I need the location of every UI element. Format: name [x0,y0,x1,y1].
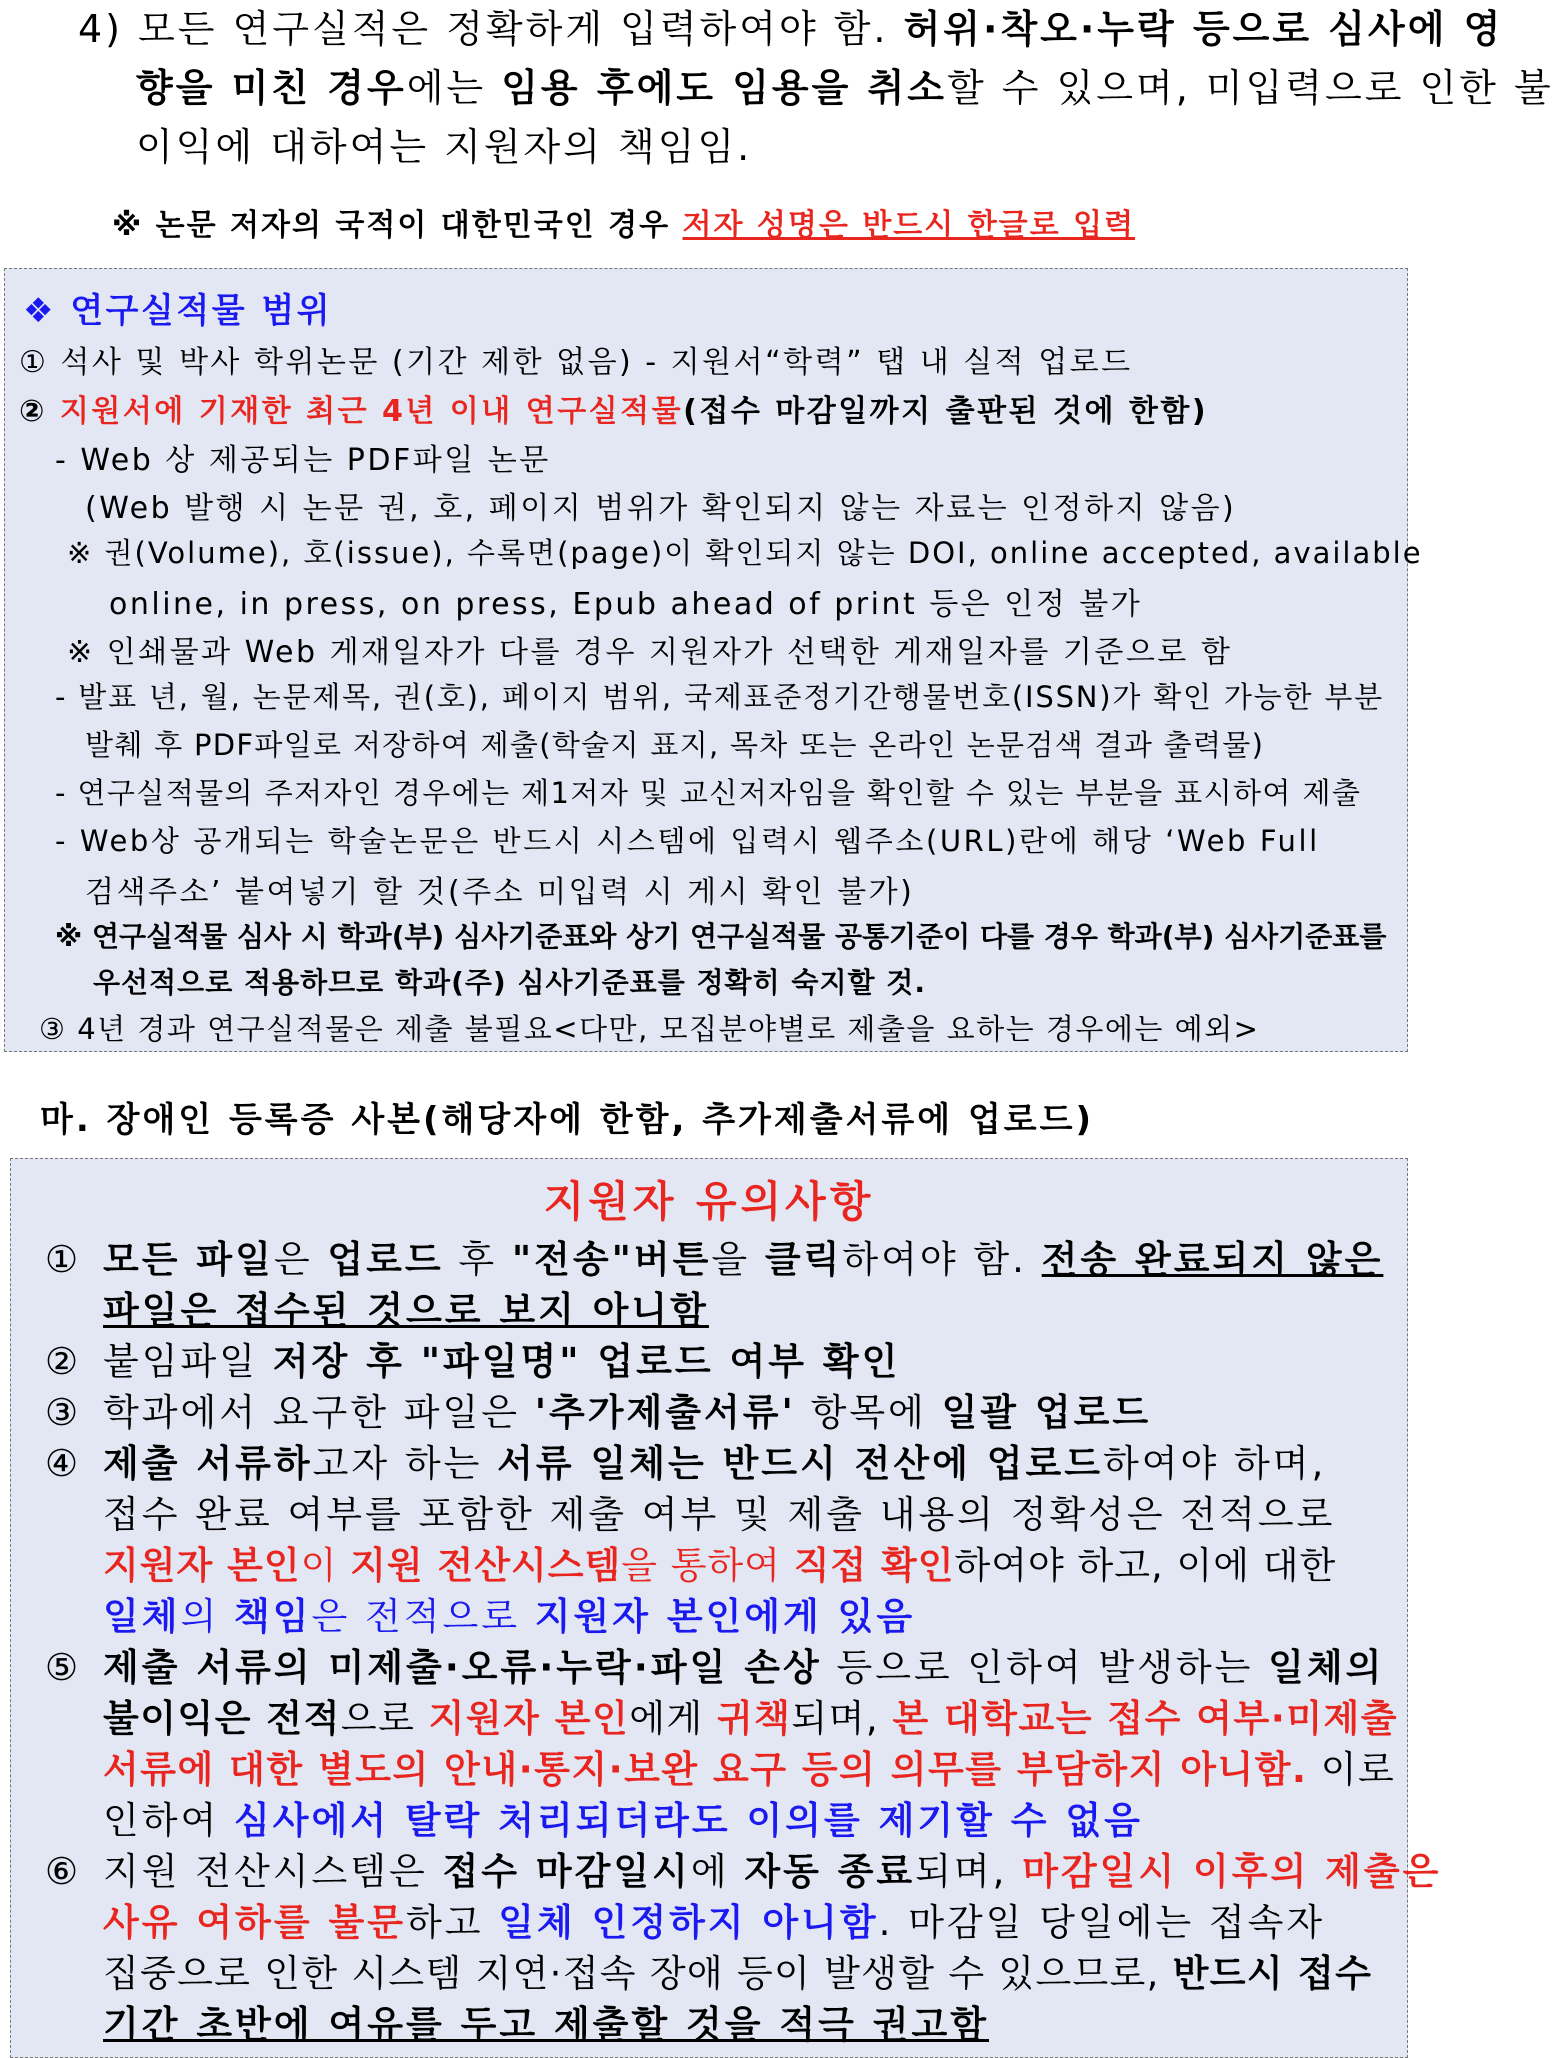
notice-text: "전송"버튼 [511,1238,712,1281]
notice-item-6-line-3 [11,1943,1372,1997]
notice-text: 은 [273,1238,328,1281]
notice-text: 항목에 [795,1391,942,1434]
notice-item-number: ① [45,1238,82,1281]
research-line-8: - 발표 년, 월, 논문제목, 권(호), 페이지 범위, 국제표준정기간행물번호(ISSN)가 확인 가능한 부분 [55,680,1384,714]
notice-text: 불이익은 전적 [103,1697,341,1740]
item-4-bold-text: 임용 후에도 임용을 취소 [501,66,947,110]
notice-text: 제출 서류의 미제출·오류·누락·파일 손상 [103,1646,822,1689]
research-line-12: 검색주소’ 붙여넣기 할 것(주소 미입력 시 게시 확인 불가) [85,875,915,910]
notice-text: 으로 [340,1697,429,1740]
notice-item-6-line-2 [11,1892,1325,1946]
notice-text: 사유 여하를 불문 [103,1901,406,1944]
notice-text: 붙임파일 [103,1340,273,1383]
notice-text: 학과에서 요구한 파일은 [103,1391,535,1434]
notice-item-4-line-3 [11,1535,1336,1589]
notice-text: 마감일시 이후의 제출은 [1022,1850,1442,1893]
notice-text: 일괄 업로드 [941,1391,1152,1434]
research-line-2-num: ② [19,394,60,429]
notice-item-1-line-2: 파일은 접수된 것으로 보지 아니함 [103,1289,709,1332]
research-line-10: - 연구실적물의 주저자인 경우에는 제1저자 및 교신저자임을 확인할 수 있는 부분을 표시하여 제출 [55,776,1362,810]
notice-text: 을 통하여 [621,1544,794,1587]
notice-text: 반드시 접수 [1172,1952,1373,1995]
notice-text: 하여야 함. [842,1238,1042,1281]
item-4-paragraph [78,0,1554,177]
research-line-13: ※ 연구실적물 심사 시 학과(부) 심사기준표와 상기 연구실적물 공통기준이 다를 경우 학과(부) 심사기준표를 [55,920,1387,953]
notice-text: 의 [180,1595,234,1638]
notice-text: 후 [443,1238,512,1281]
notice-text: 에게 [629,1697,717,1740]
notice-item-number: ⑤ [45,1646,82,1689]
item-4-line-1 [78,0,1504,59]
notice-text: 고자 하는 [312,1442,498,1485]
research-line-3: - Web 상 제공되는 PDF파일 논문 [55,443,551,478]
notice-text: 귀책 [716,1697,792,1740]
research-line-15: ③ 4년 경과 연구실적물은 제출 불필요<다만, 모집분야별로 제출을 요하는 경우에는 예외> [39,1012,1260,1046]
item-4-bold-text: 허위·착오·누락 등으로 심사에 영 [903,7,1504,51]
notice-text: 지원 전산시스템은 [103,1850,443,1893]
notice-text: 본 대학교는 접수 여부·미제출 [892,1697,1399,1740]
research-line-2-rest: (접수 마감일까지 출판된 것에 한함) [683,394,1209,429]
notice-text: 은 전적으로 [311,1595,535,1638]
research-line-2-red: 지원서에 기재한 최근 4년 이내 연구실적물 [59,394,684,429]
notice-item-2 [11,1331,900,1385]
notice-text: 자동 종료 [744,1850,916,1893]
note-text: ※ 논문 저자의 국적이 대한민국인 경우 [112,208,683,243]
note-emphasis: 저자 성명은 반드시 한글로 입력 [682,208,1136,243]
notice-text: 접수 마감일시 [442,1850,691,1893]
notice-text: 지원자 본인 [103,1544,301,1587]
notice-item-6-line-1 [11,1841,1441,1895]
notice-text: 을 [711,1238,765,1281]
notice-text: 하고 [405,1901,499,1944]
notice-text: 책임 [234,1595,312,1638]
item-4-text: 4) 모든 연구실적은 정확하게 입력하여야 함. [78,7,904,51]
item-4-line-2 [78,59,1554,118]
notice-text: 등으로 인하여 발생하는 [821,1646,1269,1689]
notice-text: 저장 후 "파일명" 업로드 여부 확인 [272,1340,901,1383]
notice-text: 직접 확인 [793,1544,955,1587]
notice-text: 지원자 본인 [428,1697,630,1740]
notice-text: 업로드 [327,1238,444,1281]
notice-text: 서류에 대한 별도의 안내·통지·보완 요구 등의 의무를 부담하지 아니함. [103,1748,1308,1791]
notice-title: 지원자 유의사항 [543,1177,875,1226]
notice-item-5-line-1 [11,1637,1384,1691]
notice-item-number: ② [45,1340,82,1383]
notice-text: 이 [300,1544,351,1587]
notice-text: 서류 일체는 반드시 전산에 업로드 [497,1442,1104,1485]
item-4-line-3: 이익에 대하여는 지원자의 책임임. [136,125,753,169]
research-line-9: 발췌 후 PDF파일로 저장하여 제출(학술지 표지, 목차 또는 온라인 논문검색 결과 출력물) [85,728,1265,762]
research-line-5: ※ 권(Volume), 호(issue), 수록면(page)이 확인되지 않는 DOI, online accepted, available [67,536,1423,570]
notice-text: 제출 서류하 [103,1442,313,1485]
notice-item-5-line-3 [11,1739,1395,1793]
notice-text: 일체 [103,1595,181,1638]
notice-item-5-line-4 [11,1790,1143,1844]
notice-text: 전송 완료되지 않은 [1041,1238,1384,1281]
notice-item-number: ⑥ [45,1850,82,1893]
notice-text: 클릭 [764,1238,843,1281]
notice-text: 하여야 하고, 이에 대한 [954,1544,1337,1587]
notice-text: 이로 [1307,1748,1396,1791]
research-line-6: online, in press, on press, Epub ahead of print 등은 인정 불가 [109,587,1143,622]
research-line-1: ① 석사 및 박사 학위논문 (기간 제한 없음) - 지원서“학력” 탭 내 실적 업로드 [19,345,1133,380]
research-line-2 [19,386,1208,430]
notice-item-4-line-1 [11,1433,1326,1487]
notice-text: 되며, [791,1697,893,1740]
notice-text: 하여야 하며, [1103,1442,1327,1485]
notice-text: . 마감일 당일에는 접속자 [878,1901,1326,1944]
notice-text: 인하여 [103,1799,234,1842]
research-line-14: 우선적으로 적용하므로 학과(주) 심사기준표를 정확히 숙지할 것. [93,966,926,999]
research-scope-box [4,268,1423,1052]
notice-text: 지원 전산시스템 [350,1544,622,1587]
notice-text: 에 [690,1850,745,1893]
notice-item-5-line-2 [11,1688,1398,1742]
item-4-bold-text: 향을 미친 경우 [136,66,407,110]
author-name-note [112,200,1135,244]
item-4-text: 에는 [406,66,502,110]
research-line-4: (Web 발행 시 논문 권, 호, 페이지 범위가 확인되지 않는 자료는 인정하지 않음) [85,491,1237,526]
notice-text: 모든 파일 [103,1238,274,1281]
notice-text: 심사에서 탈락 처리되더라도 이의를 제기할 수 없음 [234,1799,1143,1842]
notice-text: '추가제출서류' [534,1391,796,1434]
notice-item-number: ③ [45,1391,82,1434]
research-line-11: - Web상 공개되는 학술논문은 반드시 시스템에 입력시 웹주소(URL)란에 해당 ‘Web Full [55,824,1320,858]
notice-item-3 [11,1382,1151,1436]
notice-item-6-line-4: 기간 초반에 여유를 두고 제출할 것을 적극 권고함 [103,2003,990,2046]
notice-item-4-line-2: 접수 완료 여부를 포함한 제출 여부 및 제출 내용의 정확성은 전적으로 [103,1493,1336,1536]
notice-text: 되며, [915,1850,1023,1893]
applicant-notice-box [10,1158,1442,2058]
section-disability-certificate: 마. 장애인 등록증 사본(해당자에 한함, 추가제출서류에 업로드) [40,1100,1095,1140]
research-scope-heading: ❖ 연구실적물 범위 [23,291,333,331]
notice-item-1-line-1 [11,1229,1383,1283]
research-line-7: ※ 인쇄물과 Web 게재일자가 다를 경우 지원자가 선택한 게재일자를 기준으로 함 [67,635,1233,670]
item-4-text: 할 수 있으며, 미입력으로 인한 불 [947,66,1554,110]
notice-text: 지원자 본인에게 있음 [534,1595,916,1638]
notice-text: 집중으로 인한 시스템 지연·접속 장애 등이 발생할 수 있으므로, [103,1952,1173,1995]
notice-text: 일체의 [1268,1646,1385,1689]
notice-item-number: ④ [45,1442,82,1485]
notice-item-4-line-4 [11,1586,915,1640]
notice-text: 일체 인정하지 아니함 [498,1901,879,1944]
